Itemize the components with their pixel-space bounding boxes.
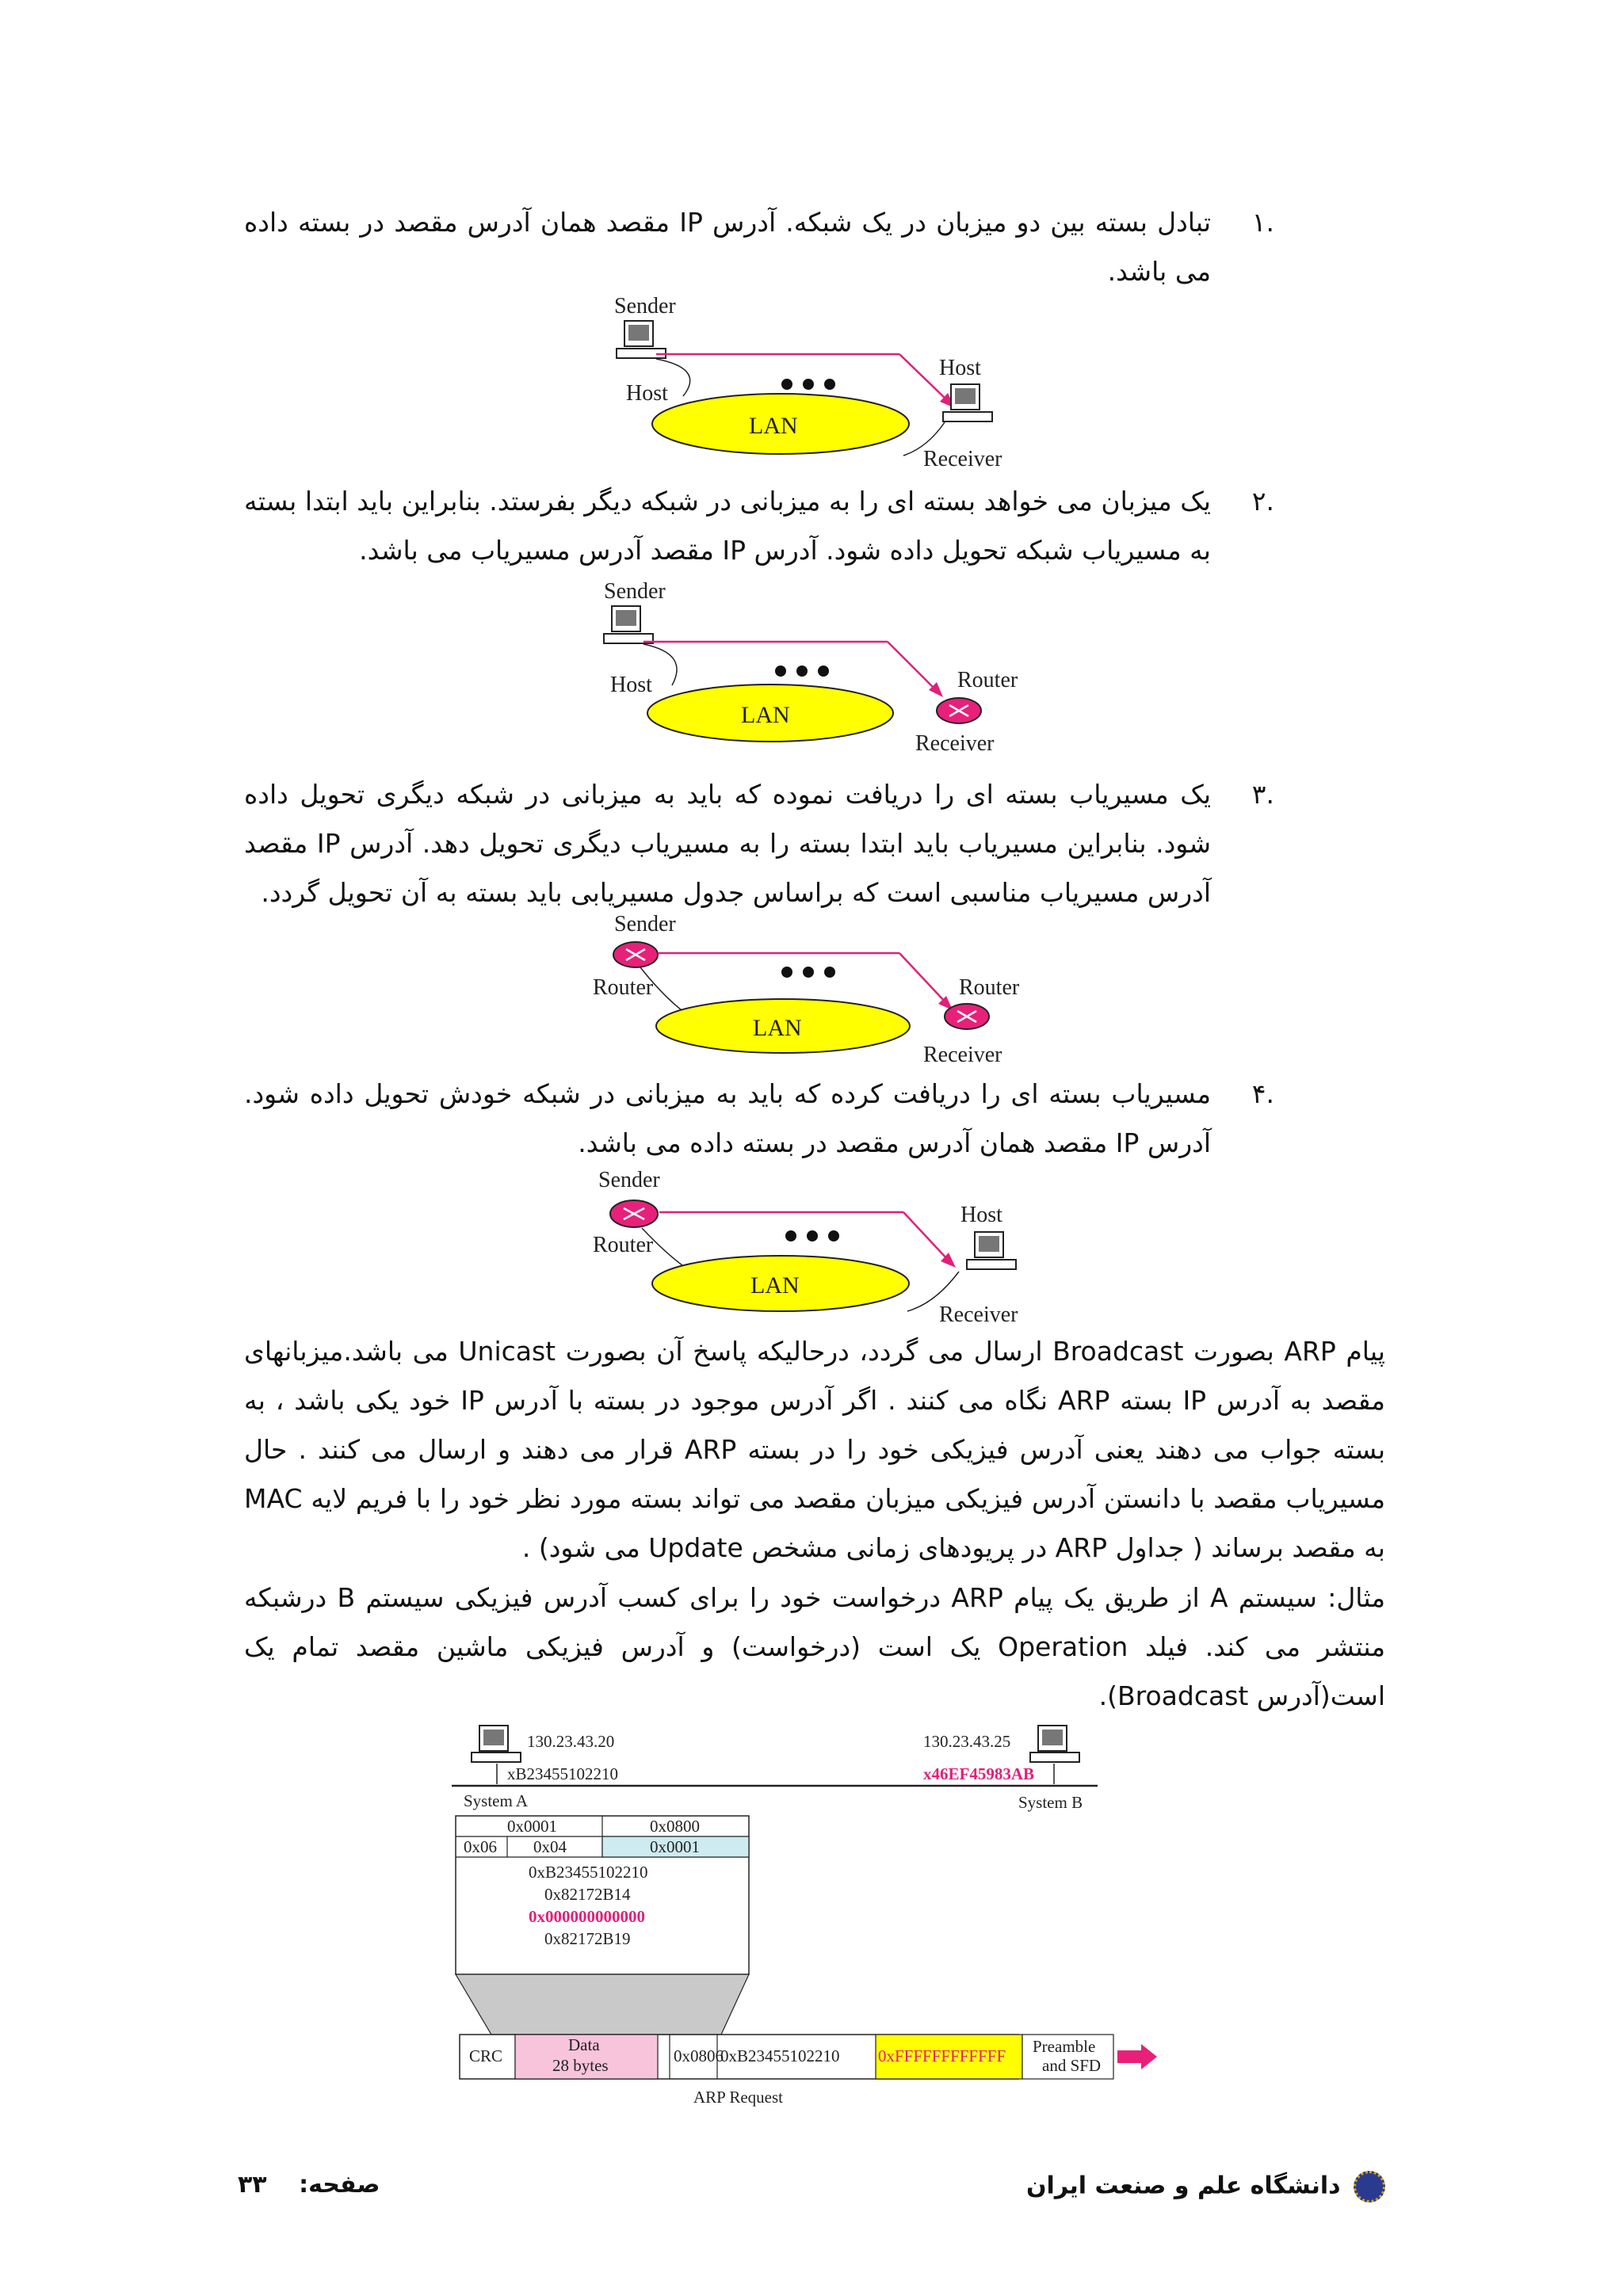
list-item-3 [244,770,1274,917]
page-label: صفحه: [299,2171,380,2199]
ip-address-a: 130.23.43.20 [527,1732,615,1751]
target-protocol-address: 0x82172B19 [544,1929,631,1948]
diagram-host-to-host [586,289,1046,475]
data-size: 28 bytes [552,2056,609,2075]
source-address-field: 0xB23455102210 [720,2046,840,2065]
item-text: یک مسیریاب بسته ای را دریافت نموده که باید به میزبانی در شبکه دیگری تحویل داده شود. بنابراین مسیریاب باید ابتدا بسته را به مسیریاب دیگری تحویل دهد. آدرس IP مقصد آدرس مسیریاب مناسبی است که براساس جدول مسیریابی باید بسته به آن تحویل گردد. [244,779,1211,908]
mac-address-b: x46EF45983AB [923,1764,1035,1783]
arp-request-caption: ARP Request [693,2088,783,2107]
paragraph-example: مثال: سیستم A از طریق یک پیام ARP درخواست خود را برای کسب آدرس فیزیکی سیستم B درشبکه منتشر می کند. فیلد Operation یک است (درخواست) و آدرس فیزیکی ماشین مقصد تمام یک است(آدرس Broadcast). [244,1582,1385,1711]
university-name: دانشگاه علم و صنعت ایران [1025,2172,1341,2200]
lan-label: LAN [750,1272,800,1299]
receiver-top-label: Router [957,668,1018,692]
sender-protocol-address: 0x82172B14 [544,1885,631,1904]
computer-icon-system-a [472,1726,521,1762]
transmit-arrow-icon [1117,2044,1157,2069]
computer-icon [617,321,666,358]
university-logo-icon [1354,2171,1385,2203]
sender-label: Sender [614,912,676,936]
router-icon [610,1200,658,1227]
list-item-2 [244,477,1274,575]
computer-icon [943,384,992,421]
sfd-field: and SFD [1042,2056,1102,2075]
item-text: یک میزبان می خواهد بسته ای را به میزبانی در شبکه دیگر بفرستد. بنابراین باید ابتدا بسته به مسیریاب شبکه تحویل داده شود. آدرس IP مقصد آدرس مسیریاب می باشد. [244,486,1211,566]
sender-label: Sender [604,579,666,604]
diagram-router-to-host [586,1165,1046,1331]
paragraph-arp-broadcast: پیام ARP بصورت Broadcast ارسال می گردد، درحالیکه پاسخ آن بصورت Unicast می باشد.میزبانهای مقصد به آدرس IP بسته ARP نگاه می کنند . اگر آدرس موجود در بسته با آدرس IP خود یکی باشد ، به بسته جواب می دهند یعنی آدرس فیزیکی خود را در بسته ARP قرار می دهند و ارسال می کنند . حال مسیریاب مقصد با دانستن آدرس فیزیکی میزبان مقصد می تواند بسته مورد نظر خود را با فریم لایه MAC به مقصد برساند ( جداول ARP در پریودهای زمانی مشخص Update می شود) . [244,1336,1386,1563]
target-hardware-address: 0x000000000000 [529,1907,645,1926]
host-label: Host [610,673,652,697]
receiver-label: Receiver [923,1043,1002,1067]
computer-icon [604,606,653,643]
router-icon [937,698,981,723]
operation-field: 0x0001 [650,1837,700,1856]
host-label: Host [626,381,668,406]
sender-label: Sender [614,294,676,318]
crc-field: CRC [469,2046,503,2065]
item-text: مسیریاب بسته ای را دریافت کرده که باید به میزبانی در شبکه خودش تحویل داده شود. آدرس IP مقصد همان آدرس مقصد در بسته داده می باشد. [244,1078,1211,1158]
arp-request-figure [440,1719,1193,2115]
item-number: .۱ [1251,207,1274,238]
data-field: Data [568,2035,600,2054]
sender-label: Sender [598,1168,660,1192]
list-item-1 [244,198,1274,296]
item-text: تبادل بسته بین دو میزبان در یک شبکه. آدرس IP مقصد همان آدرس مقصد در بسته داده می باشد. [244,207,1211,287]
hardware-length: 0x06 [464,1837,497,1856]
preamble-field: Preamble [1033,2037,1096,2056]
footer-university [1026,2171,1385,2203]
encapsulation-funnel [456,1974,749,2035]
page-number: ۳۳ [238,2171,267,2199]
receiver-label: Receiver [915,731,995,756]
computer-icon [967,1232,1016,1269]
arp-packet [456,1816,749,1974]
hardware-type: 0x0001 [507,1817,557,1836]
protocol-length: 0x04 [533,1837,567,1856]
receiver-top-label: Router [959,975,1020,1000]
item-number: .۲ [1251,486,1274,517]
lan-label: LAN [749,413,798,439]
diagram-router-to-router [586,907,1046,1074]
receiver-label: Receiver [923,447,1002,471]
destination-address-field: 0xFFFFFFFFFFFF [878,2046,1006,2065]
receiver-top-label: Host [960,1203,1002,1227]
item-number: .۳ [1251,779,1274,810]
lan-label: LAN [741,702,790,728]
protocol-type: 0x0800 [650,1817,700,1836]
receiver-label: Receiver [939,1302,1018,1327]
receiver-top-label: Host [939,356,981,380]
list-item-4 [244,1070,1274,1168]
footer-page [238,2171,380,2199]
router-icon [945,1004,989,1029]
system-b-label: System B [1018,1793,1083,1812]
lan-label: LAN [753,1015,802,1041]
router-label: Router [593,975,654,1000]
ethernet-frame [460,2035,1113,2079]
router-label: Router [593,1233,654,1257]
ip-address-b: 130.23.43.25 [923,1732,1011,1751]
system-a-label: System A [464,1791,529,1810]
type-field: 0x0806 [674,2046,724,2065]
router-icon [613,942,658,967]
sender-hardware-address: 0xB23455102210 [529,1863,648,1882]
diagram-host-to-router [586,574,1046,761]
mac-address-a: xB23455102210 [507,1764,619,1783]
computer-icon-system-b [1030,1726,1079,1762]
item-number: .۴ [1251,1078,1274,1109]
